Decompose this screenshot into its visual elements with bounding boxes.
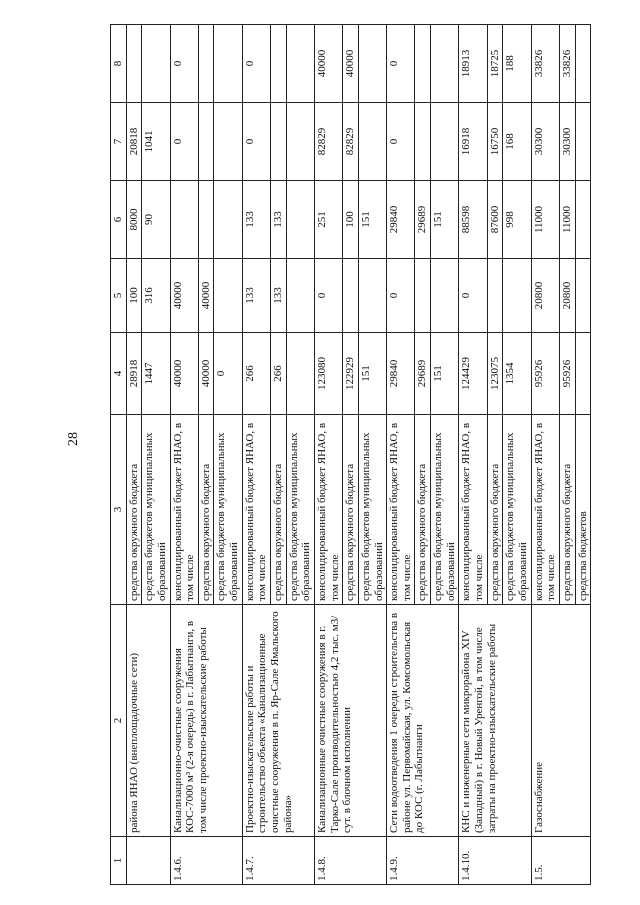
value-c7: 30300 <box>531 103 559 181</box>
value-c7: 16750 <box>487 103 503 181</box>
col-header: 4 <box>111 333 127 415</box>
table-row <box>459 25 487 885</box>
table-row <box>170 25 198 885</box>
value-c4: 123075 <box>487 333 503 415</box>
col-header: 1 <box>111 837 127 885</box>
value-c4: 123080 <box>314 333 342 415</box>
col-header: 6 <box>111 181 127 259</box>
value-c8: 40000 <box>343 25 359 103</box>
value-c7: 16918 <box>459 103 487 181</box>
object-name: Канализационно-очистные сооружения КОС-7000 м³ (2-я очередь) в г. Лабытнанги, в том числе проектно-изыскательские работы <box>170 605 242 837</box>
value-c4 <box>575 333 591 415</box>
value-c6 <box>575 181 591 259</box>
value-c5 <box>286 259 314 333</box>
funding-source: средства окружного бюджета <box>271 415 287 605</box>
column-number-row <box>111 25 127 885</box>
rotated-table-container <box>110 25 615 885</box>
funding-source: средства бюджетов муниципальных образований <box>358 415 386 605</box>
table-row <box>531 25 559 885</box>
value-c7: 82829 <box>343 103 359 181</box>
funding-source: средства окружного бюджета <box>559 415 575 605</box>
value-c7: 168 <box>503 103 531 181</box>
funding-source: средства бюджетов <box>575 415 591 605</box>
value-c8: 33826 <box>559 25 575 103</box>
value-c5: 0 <box>387 259 415 333</box>
value-c7 <box>415 103 431 181</box>
value-c8: 33826 <box>531 25 559 103</box>
value-c5 <box>487 259 503 333</box>
value-c6 <box>198 181 214 259</box>
col-header: 2 <box>111 605 127 837</box>
table-row <box>242 25 270 885</box>
page-number: 28 <box>66 432 81 446</box>
value-c6: 11000 <box>559 181 575 259</box>
value-c5: 20800 <box>531 259 559 333</box>
value-c6: 88598 <box>459 181 487 259</box>
funding-source: консолидированный бюджет ЯНАО, в том числе <box>170 415 198 605</box>
funding-source: средства окружного бюджета <box>415 415 431 605</box>
value-c8: 18913 <box>459 25 487 103</box>
value-c6: 8000 <box>126 181 142 259</box>
value-c5: 20800 <box>559 259 575 333</box>
value-c8: 18725 <box>487 25 503 103</box>
value-c8: 188 <box>503 25 531 103</box>
row-number: 1.4.10. <box>459 837 531 885</box>
value-c8 <box>431 25 459 103</box>
funding-source: консолидированный бюджет ЯНАО, в том числе <box>459 415 487 605</box>
value-c6: 151 <box>431 181 459 259</box>
value-c8 <box>142 25 170 103</box>
value-c8 <box>415 25 431 103</box>
value-c6: 29689 <box>415 181 431 259</box>
value-c5: 0 <box>314 259 342 333</box>
value-c4: 29840 <box>387 333 415 415</box>
value-c6: 998 <box>503 181 531 259</box>
value-c7 <box>198 103 214 181</box>
value-c4: 122929 <box>343 333 359 415</box>
funding-source: средства окружного бюджета <box>343 415 359 605</box>
funding-source: средства окружного бюджета <box>487 415 503 605</box>
value-c5 <box>575 259 591 333</box>
col-header: 3 <box>111 415 127 605</box>
value-c7: 20818 <box>126 103 142 181</box>
value-c5 <box>358 259 386 333</box>
value-c5: 133 <box>242 259 270 333</box>
value-c5: 316 <box>142 259 170 333</box>
value-c6 <box>214 181 242 259</box>
value-c4: 151 <box>431 333 459 415</box>
value-c6: 151 <box>358 181 386 259</box>
value-c7: 0 <box>387 103 415 181</box>
funding-source: средства бюджетов муниципальных образований <box>214 415 242 605</box>
row-number: 1.4.9. <box>387 837 459 885</box>
value-c7 <box>214 103 242 181</box>
value-c5 <box>415 259 431 333</box>
value-c5: 40000 <box>170 259 198 333</box>
col-header: 5 <box>111 259 127 333</box>
value-c4: 95926 <box>531 333 559 415</box>
row-number: 1.4.6. <box>170 837 242 885</box>
value-c5 <box>431 259 459 333</box>
funding-source: средства бюджетов муниципальных образований <box>286 415 314 605</box>
row-number: 1.4.8. <box>314 837 386 885</box>
value-c8 <box>271 25 287 103</box>
value-c7 <box>431 103 459 181</box>
value-c8 <box>214 25 242 103</box>
funding-source: средства бюджетов муниципальных образований <box>142 415 170 605</box>
object-name: района ЯНАО (внеплощадочные сети) <box>126 605 170 837</box>
value-c8 <box>575 25 591 103</box>
table-row <box>126 25 142 885</box>
value-c4: 40000 <box>170 333 198 415</box>
funding-source: средства бюджетов муниципальных образований <box>431 415 459 605</box>
funding-source: консолидированный бюджет ЯНАО, в том числе <box>531 415 559 605</box>
value-c6: 87600 <box>487 181 503 259</box>
value-c8 <box>126 25 142 103</box>
value-c7 <box>286 103 314 181</box>
col-header: 7 <box>111 103 127 181</box>
value-c8: 40000 <box>314 25 342 103</box>
value-c4: 124429 <box>459 333 487 415</box>
value-c4: 40000 <box>198 333 214 415</box>
value-c4: 95926 <box>559 333 575 415</box>
value-c7 <box>358 103 386 181</box>
value-c4: 1354 <box>503 333 531 415</box>
value-c8: 0 <box>242 25 270 103</box>
value-c6: 90 <box>142 181 170 259</box>
funding-source: консолидированный бюджет ЯНАО, в том числе <box>314 415 342 605</box>
value-c7: 1041 <box>142 103 170 181</box>
value-c7 <box>575 103 591 181</box>
object-name: Газоснабжение <box>531 605 591 837</box>
value-c7: 0 <box>170 103 198 181</box>
funding-source: средства окружного бюджета <box>126 415 142 605</box>
value-c7: 0 <box>242 103 270 181</box>
value-c6 <box>170 181 198 259</box>
col-header: 8 <box>111 25 127 103</box>
value-c6: 133 <box>271 181 287 259</box>
value-c6: 133 <box>242 181 270 259</box>
table-body <box>126 25 591 885</box>
object-name: КНС и инженерные сети микрорайона XIV (Западный) в г. Новый Уренгой, в том числе затраты на проектно-изыскательские работы <box>459 605 531 837</box>
funding-source: консолидированный бюджет ЯНАО, в том числе <box>387 415 415 605</box>
value-c7: 82829 <box>314 103 342 181</box>
value-c4: 266 <box>271 333 287 415</box>
value-c4: 151 <box>358 333 386 415</box>
value-c8: 0 <box>387 25 415 103</box>
funding-source: средства окружного бюджета <box>198 415 214 605</box>
value-c5: 0 <box>459 259 487 333</box>
value-c7: 30300 <box>559 103 575 181</box>
value-c8 <box>198 25 214 103</box>
row-number: 1.5. <box>531 837 591 885</box>
value-c4: 28918 <box>126 333 142 415</box>
value-c6 <box>286 181 314 259</box>
value-c4: 0 <box>214 333 242 415</box>
value-c8 <box>286 25 314 103</box>
value-c5 <box>343 259 359 333</box>
value-c5 <box>503 259 531 333</box>
object-name: Сети водоотведения 1 очереди строительства в районе ул. Первомайская, ул. Комсомольская до КОС (г. Лабытнанги <box>387 605 459 837</box>
value-c6: 100 <box>343 181 359 259</box>
value-c6: 251 <box>314 181 342 259</box>
budget-table <box>110 24 591 885</box>
object-name: Проектно-изыскательские работы и строительство объекта «Канализационные очистные сооружения в п. Яр-Сале Ямальского района» <box>242 605 314 837</box>
value-c5: 133 <box>271 259 287 333</box>
value-c8 <box>358 25 386 103</box>
table-row <box>387 25 415 885</box>
object-name: Канализационные очистные сооружения в г. Тарко-Сале производительностью 4,2 тыс. м3/сут. в блочном исполнении <box>314 605 386 837</box>
value-c6: 11000 <box>531 181 559 259</box>
value-c5: 100 <box>126 259 142 333</box>
value-c4 <box>286 333 314 415</box>
row-number <box>126 837 170 885</box>
table-row <box>314 25 342 885</box>
funding-source: средства бюджетов муниципальных образований <box>503 415 531 605</box>
value-c7 <box>271 103 287 181</box>
value-c5 <box>214 259 242 333</box>
row-number: 1.4.7. <box>242 837 314 885</box>
value-c5: 40000 <box>198 259 214 333</box>
value-c8: 0 <box>170 25 198 103</box>
value-c4: 29689 <box>415 333 431 415</box>
value-c4: 1447 <box>142 333 170 415</box>
value-c6: 29840 <box>387 181 415 259</box>
funding-source: консолидированный бюджет ЯНАО, в том числе <box>242 415 270 605</box>
value-c4: 266 <box>242 333 270 415</box>
